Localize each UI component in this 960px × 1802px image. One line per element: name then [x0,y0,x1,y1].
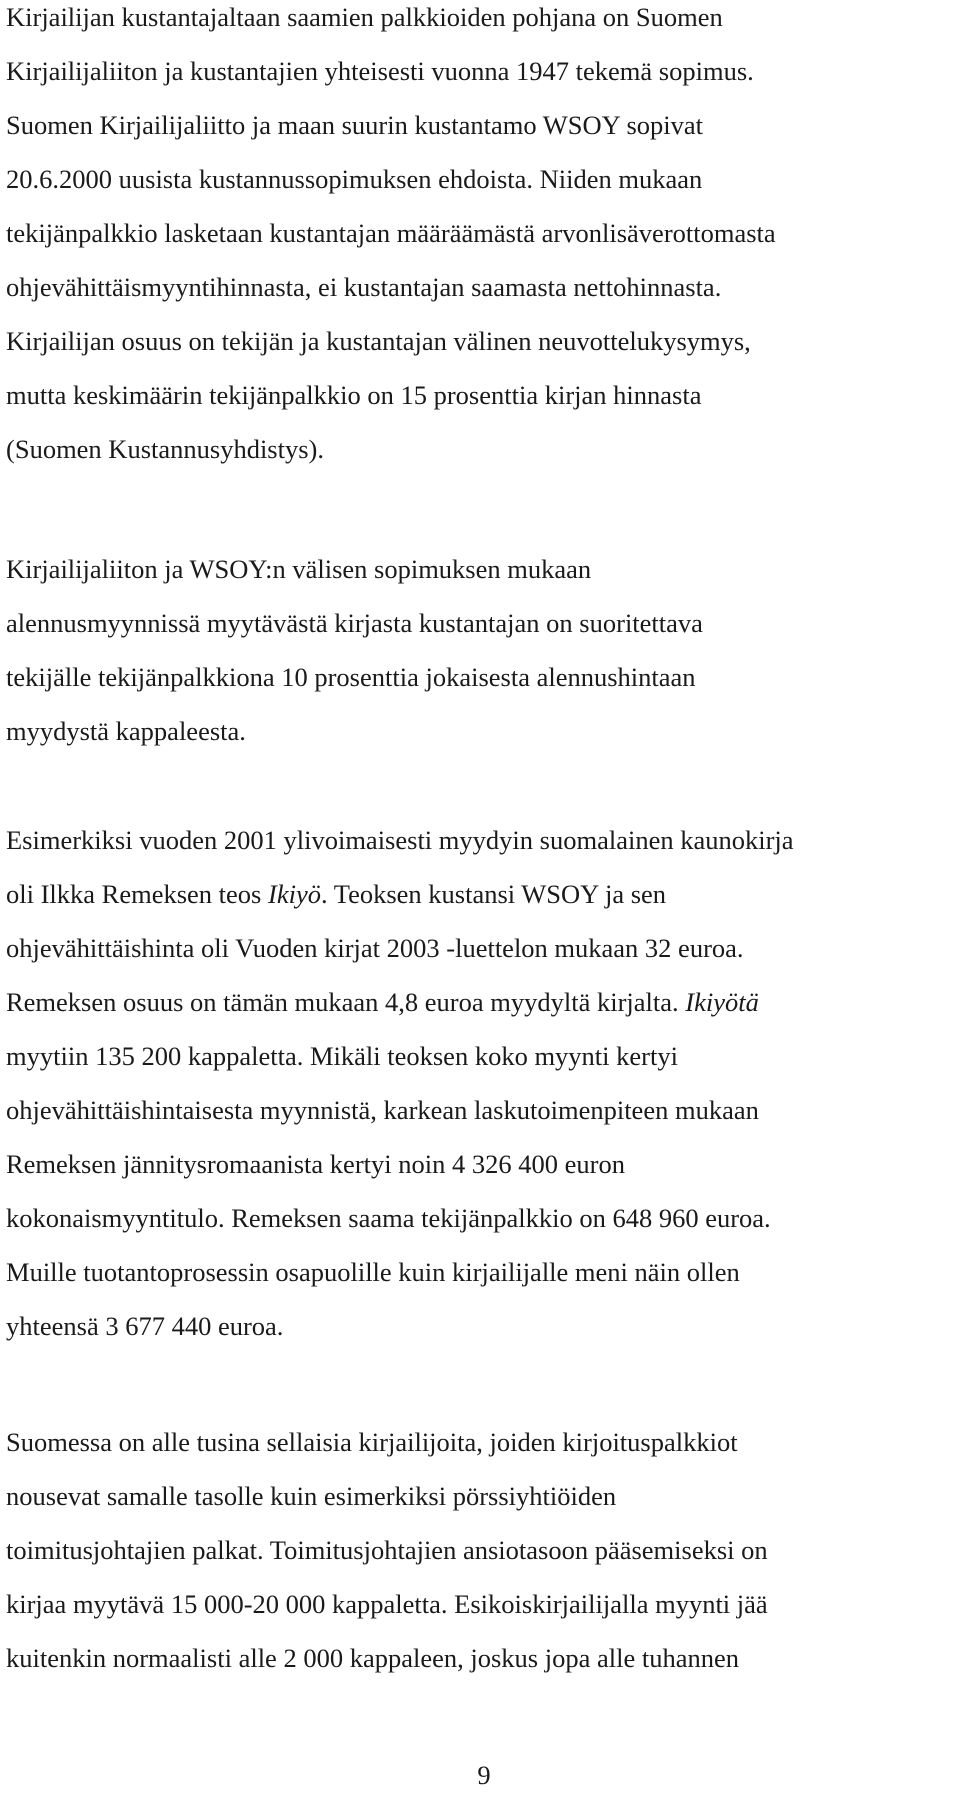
text-run: Remeksen osuus on tämän mukaan 4,8 euroa myydyltä kirjalta. [6,987,686,1017]
text-line [6,867,958,921]
text-line: ohjevähittäishintaisesta myynnistä, karkean laskutoimenpiteen mukaan [6,1095,759,1125]
text-line: kirjaa myytävä 15 000-20 000 kappaletta. Esikoiskirjailijalla myynti jää [6,1589,768,1619]
text-line: 20.6.2000 uusista kustannussopimuksen ehdoista. Niiden mukaan [6,164,703,194]
text-line: myytiin 135 200 kappaletta. Mikäli teoksen koko myynti kertyi [6,1041,678,1071]
text-line: Remeksen jännitysromaanista kertyi noin 4 326 400 euron [6,1149,625,1179]
text-line: myydystä kappaleesta. [6,716,246,746]
text-run: oli Ilkka Remeksen teos [6,879,268,909]
text-line: mutta keskimäärin tekijänpalkkio on 15 prosenttia kirjan hinnasta [6,380,702,410]
text-line: Kirjailijaliiton ja WSOY:n välisen sopimuksen mukaan [6,554,592,584]
book-title: Ikiyö [268,879,321,909]
text-line: (Suomen Kustannusyhdistys). [6,434,324,464]
text-line: kuitenkin normaalisti alle 2 000 kappaleen, joskus jopa alle tuhannen [6,1643,739,1673]
page-number: 9 [477,1760,491,1790]
text-line: Kirjailijan kustantajaltaan saamien palkkioiden pohjana on Suomen [6,2,723,32]
paragraph-royalty-basis [6,0,958,476]
paragraph-remes-example [6,813,958,1353]
text-line: ohjevähittäishinta oli Vuoden kirjat 2003 -luettelon mukaan 32 euroa. [6,933,744,963]
text-line: toimitusjohtajien palkat. Toimitusjohtajien ansiotasoon pääsemiseksi on [6,1535,768,1565]
text-line: kokonaismyyntitulo. Remeksen saama tekijänpalkkio on 648 960 euroa. [6,1203,771,1233]
text-line: Suomen Kirjailijaliitto ja maan suurin kustantamo WSOY sopivat [6,110,704,140]
text-line: tekijänpalkkio lasketaan kustantajan määräämästä arvonlisäverottomasta [6,218,776,248]
text-line: Kirjailijaliiton ja kustantajien yhteisesti vuonna 1947 tekemä sopimus. [6,56,754,86]
paragraph-sale-royalty [6,542,958,758]
text-line: Kirjailijan osuus on tekijän ja kustantajan välinen neuvottelukysymys, [6,326,751,356]
text-line: ohjevähittäismyyntihinnasta, ei kustantajan saamasta nettohinnasta. [6,272,722,302]
text-line [6,975,958,1029]
text-run: . Teoksen kustansi WSOY ja sen [320,879,667,909]
book-title: Ikiyötä [685,987,759,1017]
text-line: Muille tuotantoprosessin osapuolille kuin kirjailijalle meni näin ollen [6,1257,740,1287]
text-line: yhteensä 3 677 440 euroa. [6,1311,284,1341]
text-line: nousevat samalle tasolle kuin esimerkiksi pörssiyhtiöiden [6,1481,617,1511]
text-line: Suomessa on alle tusina sellaisia kirjailijoita, joiden kirjoituspalkkiot [6,1427,738,1457]
text-line: alennusmyynnissä myytävästä kirjasta kustantajan on suoritettava [6,608,703,638]
text-line: tekijälle tekijänpalkkiona 10 prosenttia jokaisesta alennushintaan [6,662,696,692]
paragraph-author-earnings [6,1415,958,1685]
text-line: Esimerkiksi vuoden 2001 ylivoimaisesti myydyin suomalainen kaunokirja [6,825,794,855]
